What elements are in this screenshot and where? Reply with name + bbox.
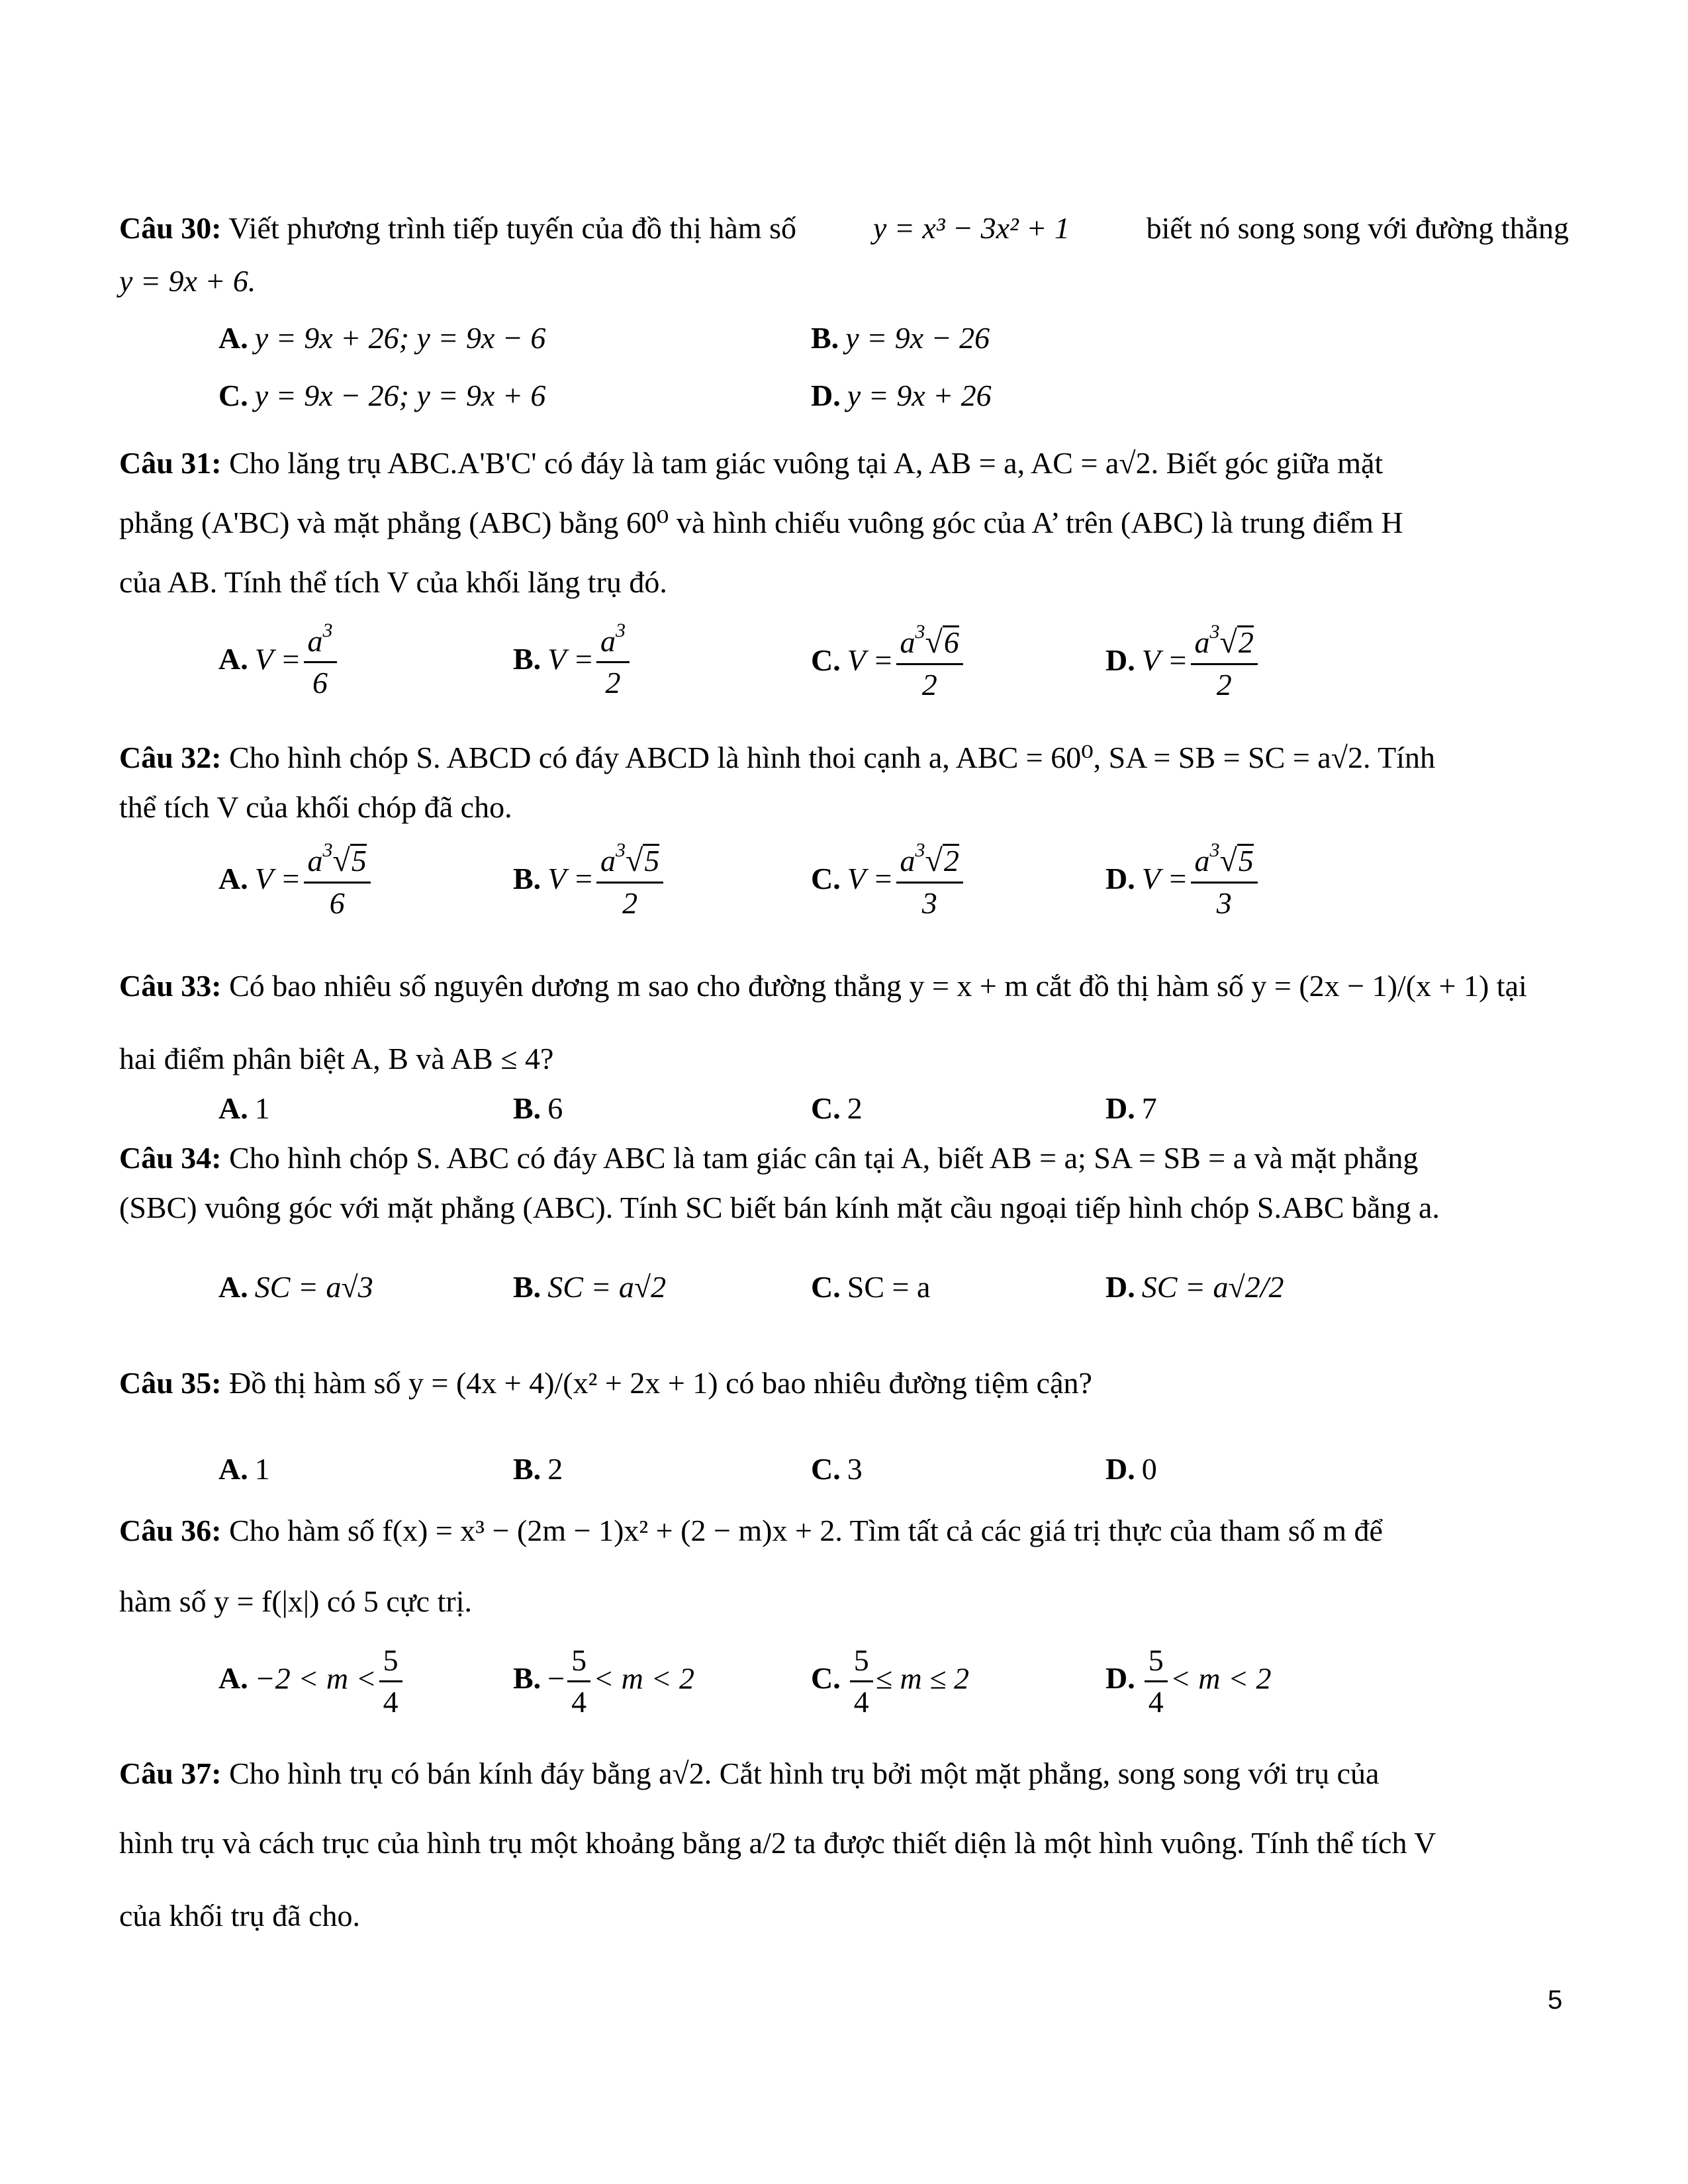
q30-line2: y = 9x + 6.	[119, 264, 256, 298]
q36-line2: hàm số y = f(|x|) có 5 cực trị.	[119, 1584, 472, 1618]
q31-option-b[interactable]: B. V = $\frac{a^3}{2}$	[513, 625, 632, 700]
q34-option-c[interactable]: C. SC = a	[811, 1270, 931, 1304]
q36-option-c[interactable]: C. $\frac{5}{4}$ ≤ m ≤ 2	[811, 1643, 969, 1719]
q32-option-c[interactable]: C. V = $\frac{a^3√2}{3}$	[811, 844, 966, 920]
q34-option-b[interactable]: B. SC = a√2	[513, 1270, 667, 1304]
q31-option-d[interactable]: D. V = $\frac{a^3√2}{2}$	[1105, 625, 1260, 702]
q32-line1: Câu 32: Cho hình chóp S. ABCD có đáy ABCD là hình thoi cạnh a, ABC = 60⁰, SA = SB = SC = a√2. Tính	[119, 741, 1435, 774]
q35-line1: Câu 35: Đồ thị hàm số y = (4x + 4)/(x² + 2x + 1) có bao nhiêu đường tiệm cận?	[119, 1366, 1092, 1400]
q31-line3: của AB. Tính thể tích V của khối lăng trụ đó.	[119, 565, 667, 599]
q36-option-b[interactable]: B. − $\frac{5}{4}$ < m < 2	[513, 1643, 694, 1719]
q36-option-a[interactable]: A. −2 < m < $\frac{5}{4}$	[218, 1645, 405, 1719]
q31-option-a[interactable]: A. V = $\frac{a^3}{6}$	[218, 625, 340, 700]
q32-option-b[interactable]: B. V = $\frac{a^3√5}{2}$	[513, 844, 666, 920]
q30-label: Câu 30:	[119, 211, 222, 245]
q34-option-d[interactable]: D. SC = a√2/2	[1105, 1270, 1284, 1304]
q34-line1: Câu 34: Cho hình chóp S. ABC có đáy ABC là tam giác cân tại A, biết AB = a; SA = SB = a và mặt phẳng	[119, 1141, 1419, 1175]
q33-option-a[interactable]: A. 1	[218, 1091, 270, 1125]
q35-option-d[interactable]: D. 0	[1105, 1452, 1157, 1486]
q31-line2: phẳng (A'BC) và mặt phẳng (ABC) bằng 60⁰ và hình chiếu vuông góc của A’ trên (ABC) là trung điểm H	[119, 506, 1403, 539]
q32-option-d[interactable]: D. V = $\frac{a^3√5}{3}$	[1105, 844, 1260, 920]
q35-option-c[interactable]: C. 3	[811, 1452, 863, 1486]
q36-line1: Câu 36: Cho hàm số f(x) = x³ − (2m − 1)x² + (2 − m)x + 2. Tìm tất cả các giá trị thực của tham số m để	[119, 1514, 1383, 1547]
q30-line1	[119, 212, 1569, 246]
q33-option-d[interactable]: D. 7	[1105, 1091, 1157, 1125]
q34-option-a[interactable]: A. SC = a√3	[218, 1270, 373, 1304]
q36-option-d[interactable]: D. $\frac{5}{4}$ < m < 2	[1105, 1643, 1272, 1719]
q30-text1: Viết phương trình tiếp tuyến của đồ thị hàm số	[221, 211, 797, 245]
q37-line2: hình trụ và cách trục của hình trụ một khoảng bằng a/2 ta được thiết diện là một hình vuông. Tính thể tích V	[119, 1826, 1436, 1860]
q30-option-c[interactable]: C. y = 9x − 26; y = 9x + 6	[218, 379, 546, 412]
q30-option-d[interactable]: D. y = 9x + 26	[811, 379, 992, 412]
q31-option-c[interactable]: C. V = $\frac{a^3√6}{2}$	[811, 625, 966, 702]
q34-line2: (SBC) vuông góc với mặt phẳng (ABC). Tính SC biết bán kính mặt cầu ngoại tiếp hình chóp S.ABC bằng a.	[119, 1191, 1440, 1224]
q30-text2: biết nó song song với đường thẳng	[1146, 211, 1569, 245]
q30-option-b[interactable]: B. y = 9x − 26	[811, 321, 990, 355]
q35-option-a[interactable]: A. 1	[218, 1452, 270, 1486]
q32-line2: thể tích V của khối chóp đã cho.	[119, 790, 512, 824]
q35-option-b[interactable]: B. 2	[513, 1452, 563, 1486]
q33-line1: Câu 33: Có bao nhiêu số nguyên dương m sao cho đường thẳng y = x + m cắt đồ thị hàm số y = (2x − 1)/(x + 1) tại	[119, 969, 1527, 1003]
q30-option-a[interactable]: A. y = 9x + 26; y = 9x − 6	[218, 321, 546, 355]
q33-option-b[interactable]: B. 6	[513, 1091, 563, 1125]
q33-line2: hai điểm phân biệt A, B và AB ≤ 4?	[119, 1042, 554, 1075]
q37-line1: Câu 37: Cho hình trụ có bán kính đáy bằng a√2. Cắt hình trụ bởi một mặt phẳng, song song với trụ của	[119, 1756, 1380, 1790]
page-number: 5	[1548, 1985, 1563, 2015]
q33-option-c[interactable]: C. 2	[811, 1091, 863, 1125]
q31-line1: Câu 31: Cho lăng trụ ABC.A'B'C' có đáy là tam giác vuông tại A, AB = a, AC = a√2. Biết góc giữa mặt	[119, 446, 1383, 480]
q32-option-a[interactable]: A. V = $\frac{a^3√5}{6}$	[218, 844, 373, 920]
q30-function: y = x³ − 3x² + 1	[872, 211, 1070, 245]
q37-line3: của khối trụ đã cho.	[119, 1899, 361, 1933]
